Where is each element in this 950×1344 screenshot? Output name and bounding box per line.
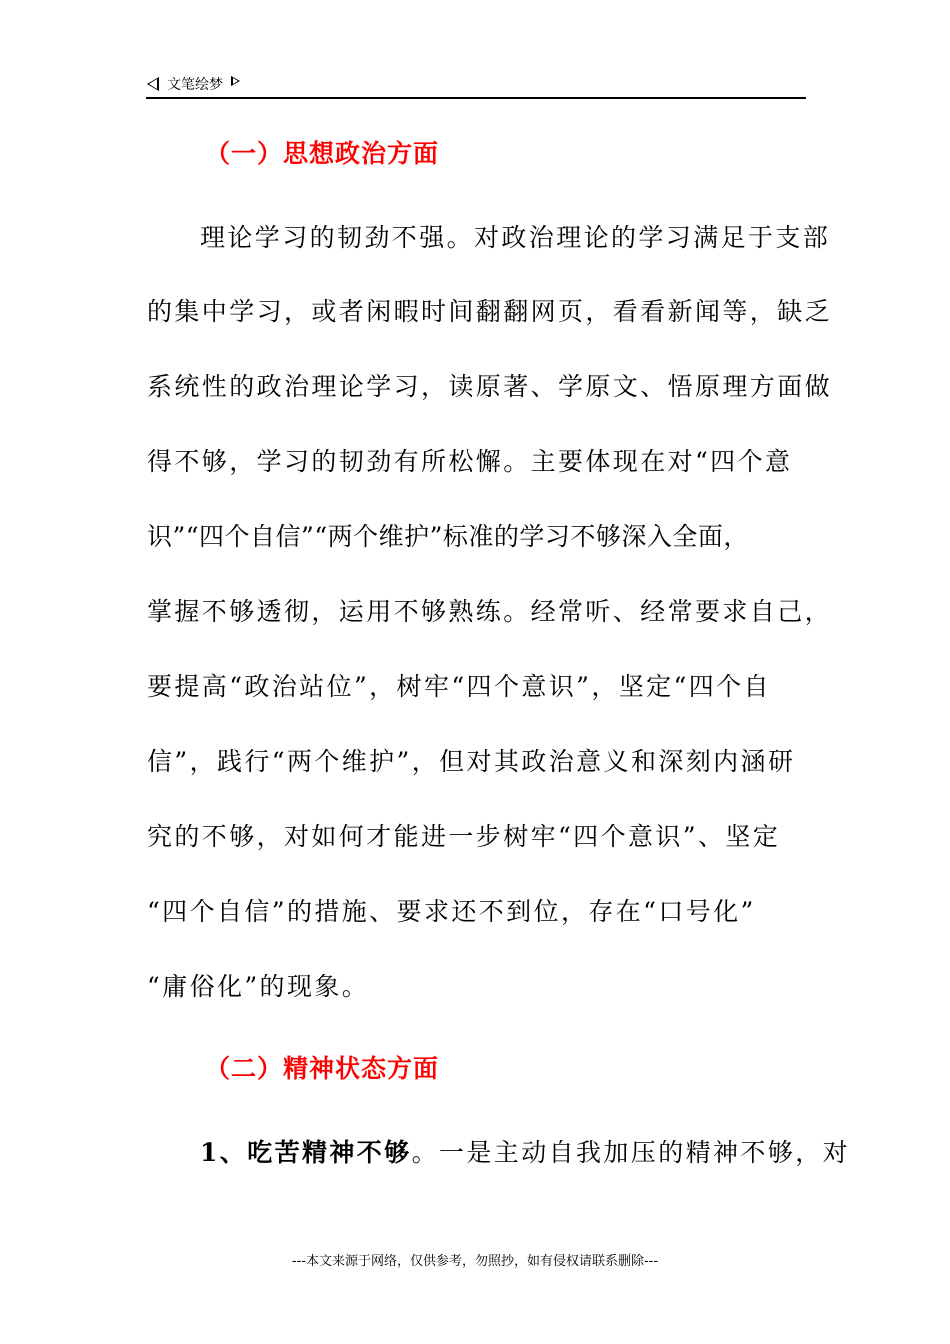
left-triangle-icon [147,77,159,91]
item1-text: 。一是主动自我加压的精神不够，对 [411,1138,851,1167]
body-line: 掌握不够透彻，运用不够熟练。经常听、经常要求自己， [147,597,833,626]
body-line: “庸俗化”的现象。 [147,972,370,1001]
body-line: 究的不够，对如何才能进一步树牢“四个意识”、坚定 [147,822,781,851]
body-line: 信”，践行“两个维护”，但对其政治意义和深刻内涵研 [147,747,796,776]
item1-line [200,1133,850,1169]
item1-title: 1、吃苦精神不够 [200,1138,412,1167]
footer-disclaimer: ---本文来源于网络，仅供参考，勿照抄，如有侵权请联系删除--- [291,1254,659,1269]
body-line: 的集中学习，或者闲暇时间翻翻网页，看看新闻等，缺乏 [147,297,833,326]
body-line: 识”“四个自信”“两个维护”标准的学习不够深入全面， [147,522,749,551]
body-line: 得不够，学习的韧劲有所松懈。主要体现在对“四个意 [147,447,793,476]
body-line: 理论学习的韧劲不强。对政治理论的学习满足于支部 [200,223,831,252]
section1-heading: （一）思想政治方面 [205,139,440,168]
body-line: 系统性的政治理论学习，读原著、学原文、悟原理方面做 [147,372,833,401]
section2-heading: （二）精神状态方面 [205,1054,440,1083]
right-triangle-icon [231,76,240,86]
header-title: 文笔绘梦 [167,77,223,93]
page-header [147,72,240,96]
header-rule [146,97,806,99]
body-line: 要提高“政治站位”，树牢“四个意识”，坚定“四个自 [147,672,771,701]
body-line: “四个自信”的措施、要求还不到位，存在“口号化” [147,897,756,926]
